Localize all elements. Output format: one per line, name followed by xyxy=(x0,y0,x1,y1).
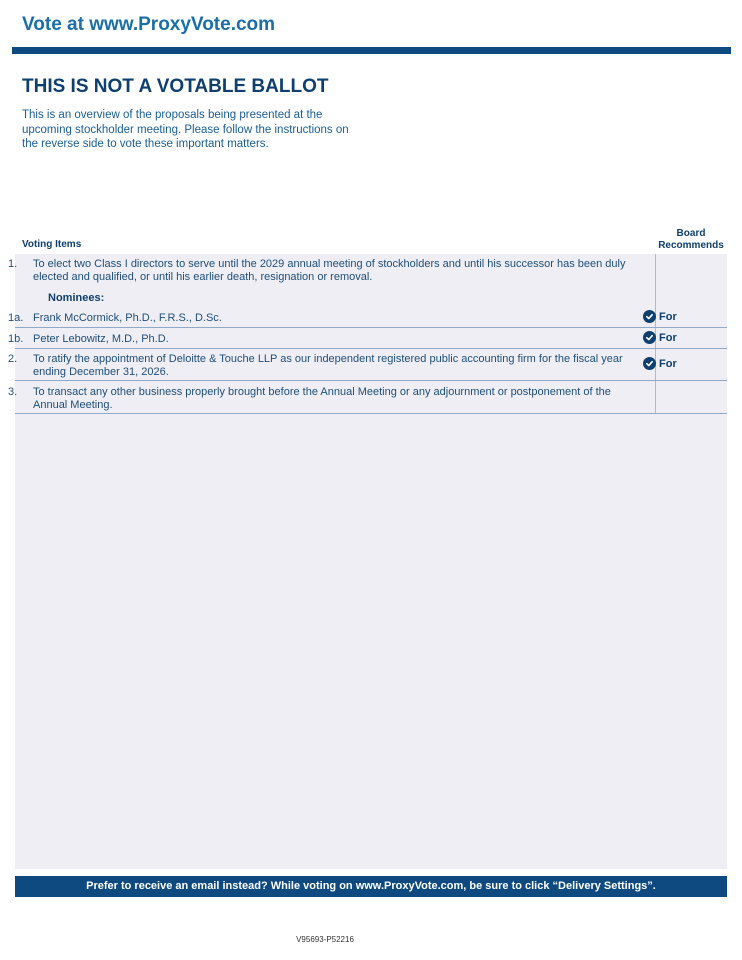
check-circle-icon xyxy=(643,310,656,323)
nominees-label: Nominees: xyxy=(48,292,105,304)
check-circle-icon xyxy=(643,331,656,344)
item-number: 1. xyxy=(8,258,18,270)
intro-paragraph: This is an overview of the proposals being presented at the upcoming stockholder meeting. Please follow the instructions on the reverse side to vote these important matters. xyxy=(22,109,349,150)
item-text: To transact any other business properly brought before the Annual Meeting or any adjournment or postponement of the Annual Meeting. xyxy=(33,386,611,411)
ballot-title: THIS IS NOT A VOTABLE BALLOT xyxy=(22,76,329,97)
item-text: To elect two Class I directors to serve until the 2029 annual meeting of stockholders and until his successor has been duly elected and qualified, or until his earlier death, resignation or removal. xyxy=(33,258,626,283)
check-circle-icon xyxy=(643,357,656,370)
recommendation-label: For xyxy=(659,357,677,370)
board-recommendation xyxy=(643,357,677,370)
item-text: To ratify the appointment of Deloitte & Touche LLP as our independent registered public accounting firm for the fiscal year ending December 31, 2026. xyxy=(33,353,623,378)
item-number: 1b. xyxy=(8,333,24,345)
board-recommendation xyxy=(643,310,677,323)
email-delivery-notice: Prefer to receive an email instead? While voting on www.ProxyVote.com, be sure to click “Delivery Settings”. xyxy=(15,876,727,897)
item-text: Peter Lebowitz, M.D., Ph.D. xyxy=(33,333,169,345)
recommendation-label: For xyxy=(659,331,677,344)
document-code: V95693-P52216 xyxy=(296,935,354,944)
item-number: 3. xyxy=(8,386,18,398)
column-header-voting-items: Voting Items xyxy=(22,239,82,250)
header-title[interactable]: Vote at www.ProxyVote.com xyxy=(22,14,276,35)
recommendation-label: For xyxy=(659,310,677,323)
board-recommendation xyxy=(643,331,677,344)
item-text: Frank McCormick, Ph.D., F.R.S., D.Sc. xyxy=(33,312,222,324)
item-number: 1a. xyxy=(8,312,24,324)
column-header-board-recommends: Board Recommends xyxy=(658,228,724,251)
header-divider xyxy=(12,47,731,54)
item-number: 2. xyxy=(8,353,18,365)
